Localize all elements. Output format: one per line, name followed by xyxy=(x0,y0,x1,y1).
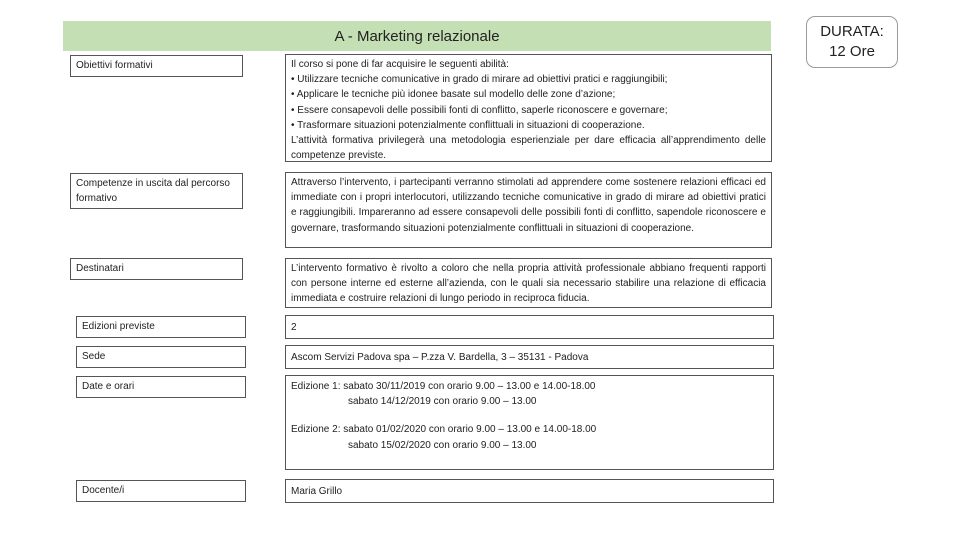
label-competenze-text: Competenze in uscita dal percorso formativo xyxy=(76,178,230,205)
sede-value: Ascom Servizi Padova spa – P.zza V. Bardella, 3 – 35131 - Padova xyxy=(291,352,589,363)
date-ed1-line2: sabato 14/12/2019 con orario 9.00 – 13.00 xyxy=(348,396,537,408)
competenze-text: Attraverso l’intervento, i partecipanti verranno stimolati ad apprendere come sostenere relazioni efficaci ed immediate con i propri interlocutori, utilizzando tecniche comunicative in grado di mirare ad obiettivi pratici e raggiungibili. Impareranno ad essere consapevoli delle possibili fonti di conflitto, sapendole riconoscere e governare, trasformando situazioni potenzialmente conflittuali in situazioni di cooperazione. xyxy=(291,177,766,234)
value-docente xyxy=(285,479,774,503)
page-title: A - Marketing relazionale xyxy=(334,27,500,45)
value-competenze xyxy=(285,172,772,248)
label-sede xyxy=(76,346,246,368)
date-gap xyxy=(291,409,768,422)
docente-value: Maria Grillo xyxy=(291,486,343,497)
date-ed2-line1: Edizione 2: sabato 01/02/2020 con orario 9.00 – 13.00 e 14.00-18.00 xyxy=(291,424,597,436)
duration-badge xyxy=(806,16,898,68)
label-docente xyxy=(76,480,246,502)
obiettivi-line-4: • Essere consapevoli delle possibili fonti di conflitto, saperle riconoscere e governare; xyxy=(291,104,668,116)
destinatari-text: L’intervento formativo è rivolto a coloro che nella propria attività professionale abbiano frequenti rapporti con persone interne ed esterne all’azienda, con le quali sia necessario stabilire una relazione di efficacia immediata e costruire relazioni di lungo periodo in reciproca fiducia. xyxy=(291,263,766,305)
page-title-bar xyxy=(63,21,771,51)
label-destinatari-text: Destinatari xyxy=(76,263,124,274)
obiettivi-line-3: • Applicare le tecniche più idonee basate sul modello delle zone d’azione; xyxy=(291,89,616,101)
label-date xyxy=(76,376,246,398)
obiettivi-line-1: Il corso si pone di far acquisire le seguenti abilità: xyxy=(291,59,509,70)
label-destinatari xyxy=(70,258,243,280)
obiettivi-line-6: L’attività formativa privilegerà una metodologia esperienziale per dare efficacia all’apprendimento delle competenze previste. xyxy=(291,135,766,162)
value-destinatari xyxy=(285,258,772,308)
label-sede-text: Sede xyxy=(82,351,106,362)
duration-label: DURATA: xyxy=(820,23,884,40)
value-obiettivi xyxy=(285,54,772,162)
obiettivi-line-5: • Trasformare situazioni potenzialmente conflittuali in situazioni di cooperazione. xyxy=(291,119,645,131)
label-docente-text: Docente/i xyxy=(82,485,125,496)
edizioni-value: 2 xyxy=(291,322,297,333)
label-edizioni xyxy=(76,316,246,338)
duration-value: 12 Ore xyxy=(829,43,875,60)
label-competenze xyxy=(70,173,243,209)
label-obiettivi-text: Obiettivi formativi xyxy=(76,60,153,71)
obiettivi-line-2: • Utilizzare tecniche comunicative in grado di mirare ad obiettivi pratici e raggiungibili; xyxy=(291,74,668,86)
label-edizioni-text: Edizioni previste xyxy=(82,321,155,332)
value-sede xyxy=(285,345,774,369)
label-date-text: Date e orari xyxy=(82,381,135,392)
value-edizioni xyxy=(285,315,774,339)
date-ed1-line1: Edizione 1: sabato 30/11/2019 con orario 9.00 – 13.00 e 14.00-18.00 xyxy=(291,381,596,392)
label-obiettivi xyxy=(70,55,243,77)
date-ed2-line2: sabato 15/02/2020 con orario 9.00 – 13.00 xyxy=(348,439,537,451)
value-date xyxy=(285,375,774,470)
